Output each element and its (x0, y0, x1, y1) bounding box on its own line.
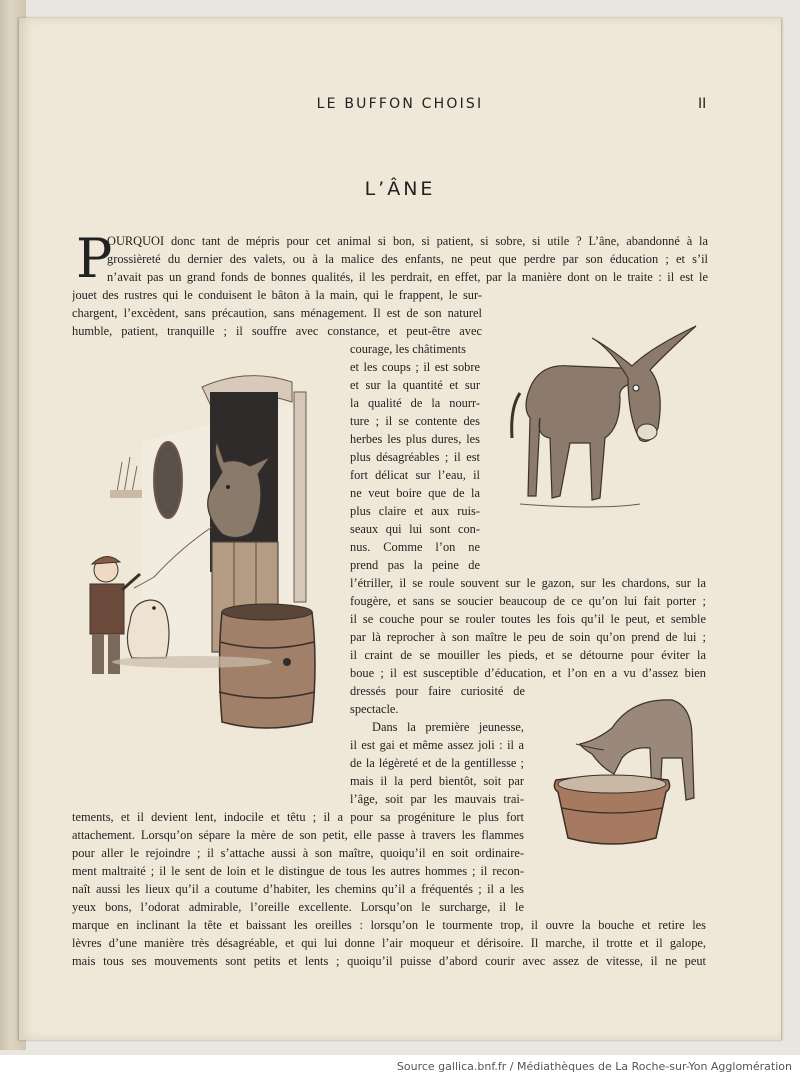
source-credit: Source gallica.bnf.fr / Médiathèques de La Roche-sur-Yon Agglomération (396, 1060, 792, 1073)
text-line: l’étriller, il se roule souvent sur le gazon, sur les chardons, sur la (350, 576, 706, 590)
text-line: il est gai et même assez joli : il a (350, 738, 524, 752)
standing-donkey-illustration (500, 318, 700, 518)
text-line: ne veut boire que de la (350, 486, 480, 500)
text-line: pour aller le rejoindre ; il s’attache aussi à son maître, quoiqu’il en soit ordinaire- (72, 846, 524, 860)
text-line: naît aussi les lieux qu’il a coutume d’habiter, les chemins qu’il a fréquentés ; il a les (72, 882, 524, 896)
text-line: plus claire et aux ruis- (350, 504, 480, 518)
text-line: n’avait pas un grand fonds de bonnes qualités, il les perdrait, en effet, par la manière dont on le traite : il est le (107, 270, 708, 284)
text-line: tements, et il devient lent, indocile et têtu ; il a pour sa progéniture le plus fort (72, 810, 524, 824)
text-line: boue ; il est susceptible d’éducation, et l’on en a vu d’assez bien (350, 666, 706, 680)
text-line: jouet des rustres qui le conduisent le bâton à la main, qui le frappent, le sur- (72, 288, 482, 302)
foal-drinking-illustration (552, 688, 712, 848)
text-line: lèvres d’une manière très désagréable, et qui lui donne l’air moqueur et dérisoire. Il marche, il trotte et il galope, (72, 936, 706, 950)
text-line: humble, patient, tranquille ; il souffre avec constance, et peut-être avec (72, 324, 482, 338)
text-line: herbes les plus dures, les (350, 432, 480, 446)
text-line: ment maltraité ; il le sent de loin et le distingue de tous les autres hommes ; il recon- (72, 864, 524, 878)
text-line: seaux qui lui sont con- (350, 522, 480, 536)
text-line: spectacle. (350, 702, 399, 716)
chapter-title: L’ÂNE (364, 178, 436, 200)
text-line: nus. Comme l’on ne (350, 540, 480, 554)
text-line: de la légèreté et de la gentillesse ; (350, 756, 524, 770)
text-line: par là reprocher à son maître le peu de soin qu’on prend de lui ; (350, 630, 706, 644)
text-line: il se couche pour se rouler toutes les fois qu’il le peut, et semble (350, 612, 706, 626)
page-number: II (698, 96, 707, 112)
text-line: prend pas la peine de (350, 558, 480, 572)
drop-cap: P (76, 227, 113, 290)
text-line: il craint de se mouiller les pieds, et se détourne pour éviter la (350, 648, 706, 662)
stable-donkey-boy-illustration (62, 362, 324, 742)
text-line: la qualité de la nourr- (350, 396, 480, 410)
text-line: mais il la perd bientôt, soit par (350, 774, 524, 788)
text-line: mais tous ses mouvements sont petits et lents ; quoiqu’il puisse d’abord courir avec assez de vitesse, il ne peut (72, 954, 706, 968)
text-line: dressés pour faire curiosité de (350, 684, 525, 698)
text-line: OURQUOI donc tant de mépris pour cet animal si bon, si patient, si sobre, si utile ? L’âne, abandonné à la (107, 234, 708, 248)
text-line: fort délicat sur l’eau, il (350, 468, 480, 482)
text-line: et les coups ; il est sobre (350, 360, 480, 374)
text-line: chargent, l’excèdent, sans précaution, sans ménagement. Il est de son naturel (72, 306, 482, 320)
text-line: et sur la quantité et sur (350, 378, 480, 392)
text-line: attachement. Lorsqu’on sépare la mère de son petit, elle passe à travers les flammes (72, 828, 524, 842)
text-line: marque en inclinant la tête et baissant les oreilles : lorsqu’on le tourmente trop, il ouvre la bouche et retire les (72, 918, 706, 932)
running-title: LE BUFFON CHOISI (316, 96, 484, 112)
text-line: fougère, et sans se soucier beaucoup de ce qu’on lui fait porter ; (350, 594, 706, 608)
text-line: ture ; il se contente des (350, 414, 480, 428)
text-line: plus désagréables ; il est (350, 450, 480, 464)
text-line: courage, les châtiments (350, 342, 466, 356)
text-line: Dans la première jeunesse, (372, 720, 524, 734)
text-line: grossièreté du dernier des valets, ou à la malice des enfants, ne peut que perdre par son éducation ; et s’il (107, 252, 708, 266)
text-line: yeux bons, l’odorat admirable, l’oreille excellente. Lorsqu’on le surcharge, il le (72, 900, 524, 914)
text-line: l’âge, soit par les mauvais trai- (350, 792, 524, 806)
